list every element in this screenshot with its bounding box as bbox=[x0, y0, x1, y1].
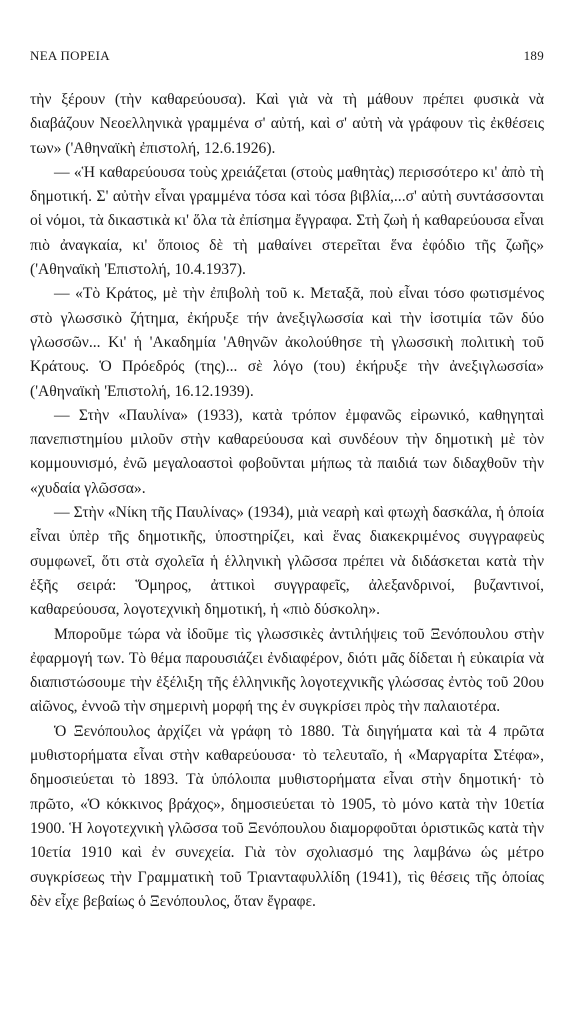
paragraph-language-views: Μποροῦμε τώρα νὰ ἰδοῦμε τὶς γλωσσικὲς ἀντιλήψεις τοῦ Ξενόπουλου στὴν ἐφαρμογή των. Τὸ θέμα παρουσιάζει ἐνδιαφέρον, διότι μᾶς δίδεται ἡ εὐκαιρία νὰ διαπιστώσουμε τὴν ἐξέλιξη τῆς ἑλληνικῆς λογοτεχνικῆς γλώσσας ἐντὸς τοῦ 20ου αἰῶνος, ἐννοῶ τὴν σημερινὴ μορφή της ἐν συγκρίσει πρὸς τὴν παλαιοτέρα. bbox=[30, 625, 544, 716]
running-title: ΝΕΑ ΠΟΡΕΙΑ bbox=[30, 48, 110, 63]
paragraph-pavlina: — Στὴν «Παυλίνα» (1933), κατὰ τρόπον ἐμφανῶς εἰρωνικό, καθηγηταὶ πανεπιστημίου μιλοῦν στὴν καθαρεύουσα καὶ συνδέουν τὴν δημοτικὴ μὲ τὸν κομμουνισμό, ἐνῶ μεγαλοαστοὶ φοβοῦνται μήπως τὰ παιδιά των διδαχθοῦν τὴν «χυδαία γλῶσσα». bbox=[30, 406, 544, 497]
page-number: 189 bbox=[523, 48, 544, 63]
body-text bbox=[30, 88, 544, 914]
book-page bbox=[30, 48, 544, 914]
paragraph-quote-1937: — «Ἡ καθαρεύουσα τοὺς χρειάζεται (στοὺς μαθητὰς) περισσότερο κι' ἀπὸ τὴ δημοτική. Σ' αὐτὴν εἶναι γραμμένα τόσα καὶ τόσα βιβλία,...σ' αὐτὴ συντάσσονται οἱ νόμοι, τὰ δικαστικὰ κι' ὅλα τὰ ἐπίσημα ἔγγραφα. Στὴ ζωὴ ἡ καθαρεύουσα εἶναι πιὸ ἀναγκαία, κι' ὅποιος δὲ τὴ μαθαίνει στερεῖται ἕνα ἐφόδιο τῆς ζωῆς» ('Αθηναϊκὴ 'Επιστολή, 10.4.1937). bbox=[30, 163, 544, 279]
paragraph-quote-1939: — «Τὸ Κράτος, μὲ τὴν ἐπιβολὴ τοῦ κ. Μεταξᾶ, ποὺ εἶναι τόσο φωτισμένος στὸ γλωσσικὸ ζήτημα, ἐκήρυξε τήν ἀνεξιγλωσσία καὶ τὴν ἰσοτιμία τῶν δύο γλωσσῶν... Κι' ἡ 'Ακαδημία 'Αθηνῶν ἀκολούθησε τὴ γλωσσικὴ πολιτικὴ τοῦ Κράτους. Ὁ Πρόεδρός (της)... σὲ λόγο (του) ἐκήρυξε τὴν ἀνεξιγλωσσία» ('Αθηναϊκὴ 'Επιστολή, 16.12.1939). bbox=[30, 285, 544, 400]
paragraph-niki-pavlinas: — Στὴν «Νίκη τῆς Παυλίνας» (1934), μιὰ νεαρὴ καὶ φτωχὴ δασκάλα, ἡ ὁποία εἶναι ὑπὲρ τῆς δημοτικῆς, ὑποστηρίζει, καὶ ἕνας διακεκριμένος συγγραφεὺς συμφωνεῖ, ὅτι στὰ σχολεῖα ἡ ἑλληνικὴ γλῶσσα πρέπει νὰ διδάσκεται κατὰ τὴν ἑξῆς σειρά: Ὅμηρος, ἀττικοὶ συγγραφεῖς, ἀλεξανδρινοί, βυζαντινοί, καθαρεύουσα, λογοτεχνικὴ δημοτική, ἡ «πιὸ δύσκολη». bbox=[30, 504, 544, 619]
paragraph-continued: τὴν ξέρουν (τὴν καθαρεύουσα). Καὶ γιὰ νὰ τὴ μάθουν πρέπει φυσικὰ νὰ διαβάζουν Νεοελληνικὰ γραμμένα σ' αὐτή, καὶ σ' αὐτὴ νὰ γράφουν τὶς ἐκθέσεις των» ('Αθηναϊκὴ ἐπιστολή, 12.6.1926). bbox=[30, 91, 544, 157]
running-header bbox=[30, 48, 544, 70]
paragraph-xenopoulos-works: Ὁ Ξενόπουλος ἀρχίζει νὰ γράφη τὸ 1880. Τὰ διηγήματα καὶ τὰ 4 πρῶτα μυθιστορήματα εἶναι στὴν καθαρεύουσα· τὸ τελευταῖο, ἡ «Μαργαρίτα Στέφα», δημοσιεύεται τὸ 1893. Τὰ ὑπόλοιπα μυθιστορήματα εἶναι στὴν δημοτική· τὸ πρῶτο, «Ὁ κόκκινος βράχος», δημοσιεύεται τὸ 1905, τὸ μόνο κατὰ τὴν 10ετία 1900. Ἡ λογοτεχνικὴ γλῶσσα τοῦ Ξενόπουλου διαμορφοῦται ὁριστικῶς κατὰ τὴν 10ετία 1910 καὶ ἐν συνεχεία. Γιὰ τὸν σχολιασμό της λαμβάνω ὡς μέτρο συγκρίσεως τὴν Γραμματικὴ τοῦ Τριανταφυλλίδη (1941), τὶς θέσεις τῆς ὁποίας δὲν εἶχε βεβαίως ὁ Ξενόπουλος, ὅταν ἔγραφε. bbox=[30, 722, 544, 910]
